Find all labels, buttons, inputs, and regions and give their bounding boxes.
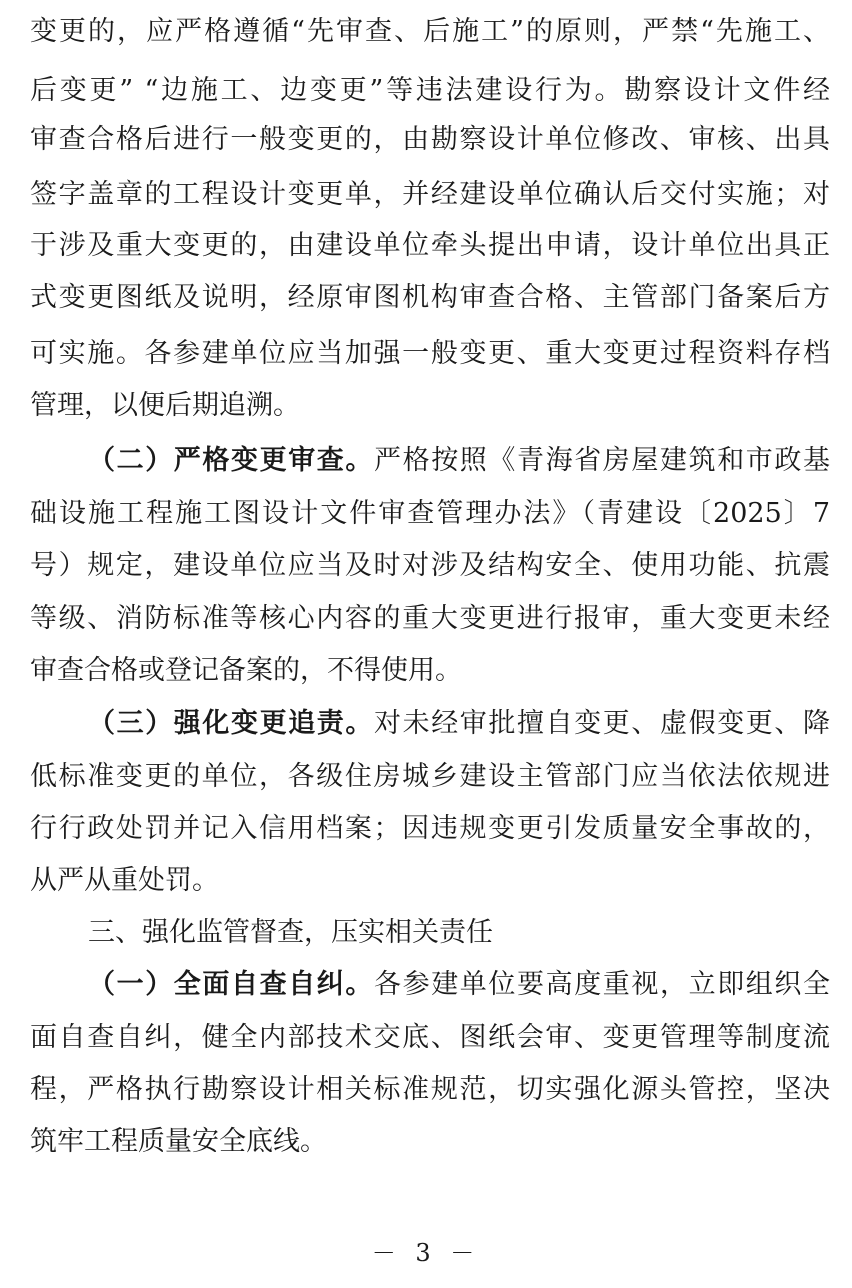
body-line: 程，严格执行勘察设计相关标准规范，切实强化源头管控，坚决 xyxy=(30,1074,830,1105)
body-line: 筑牢工程质量安全底线。 xyxy=(30,1126,327,1157)
body-line: 可实施。各参建单位应当加强一般变更、重大变更过程资料存档 xyxy=(30,338,830,369)
section-lead: （二）严格变更审查。 xyxy=(88,445,374,476)
section-lead: （一）全面自查自纠。 xyxy=(88,969,374,1000)
body-line: 号）规定，建设单位应当及时对涉及结构安全、使用功能、抗震 xyxy=(30,550,830,581)
section-first-line xyxy=(88,441,830,481)
body-line: 审查合格后进行一般变更的，由勘察设计单位修改、审核、出具 xyxy=(30,124,830,155)
body-line: 从严从重处罚。 xyxy=(30,865,219,896)
section-first-text: 严格按照《青海省房屋建筑和市政基 xyxy=(374,445,830,476)
body-line: 行行政处罚并记入信用档案；因违规变更引发质量安全事故的， xyxy=(30,813,830,844)
body-line: 签字盖章的工程设计变更单，并经建设单位确认后交付实施；对 xyxy=(30,179,830,210)
section-lead: （三）强化变更追责。 xyxy=(88,708,374,739)
body-line: 等级、消防标准等核心内容的重大变更进行报审，重大变更未经 xyxy=(30,603,830,634)
body-line: 管理，以便后期追溯。 xyxy=(30,390,300,421)
section-first-text: 对未经审批擅自变更、虚假变更、降 xyxy=(374,708,830,739)
body-line: 础设施工程施工图设计文件审查管理办法》（青建设〔2025〕7 xyxy=(30,498,830,529)
body-line: 低标准变更的单位，各级住房城乡建设主管部门应当依法依规进 xyxy=(30,761,830,792)
body-line: 后变更” “边施工、边变更”等违法建设行为。勘察设计文件经 xyxy=(30,75,830,106)
body-line: 审查合格或登记备案的，不得使用。 xyxy=(30,655,462,686)
page-number: － 3 － xyxy=(371,1239,481,1267)
body-line: 变更的，应严格遵循“先审查、后施工”的原则，严禁“先施工、 xyxy=(30,16,830,47)
section-first-line xyxy=(88,965,830,1005)
section-first-text: 各参建单位要高度重视，立即组织全 xyxy=(374,969,830,1000)
chapter-heading: 三、强化监管督查，压实相关责任 xyxy=(88,917,493,948)
section-first-line xyxy=(88,704,830,744)
body-line: 于涉及重大变更的，由建设单位牵头提出申请，设计单位出具正 xyxy=(30,230,830,261)
body-line: 面自查自纠，健全内部技术交底、图纸会审、变更管理等制度流 xyxy=(30,1022,830,1053)
body-line: 式变更图纸及说明，经原审图机构审查合格、主管部门备案后方 xyxy=(30,282,830,313)
